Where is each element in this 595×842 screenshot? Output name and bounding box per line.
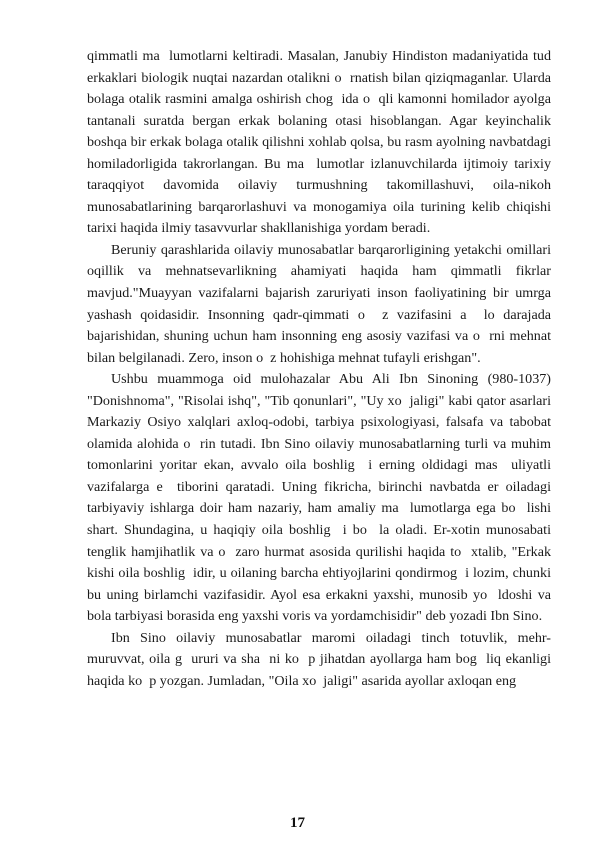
- paragraph: Ushbu muammoga oid mulohazalar Abu Ali Ibn Sinoning (980-1037) "Donishnoma", "Risolai ishq", "Tib qonunlari", "Uy xo jaligi" kabi qator asarlari Markaziy Osiyo xalqlari axloq-odobi, tarbiya psixologiyasi, falsafa va tabobat olamida alohida o rin tutadi. Ibn Sino oilaviy munosabatlarning turli va muhim tomonlarini yoritar ekan, avvalo oila boshlig i erning oldidagi mas uliyatli vazifalarga e tiborini qaratadi. Uning fikricha, birinchi navbatda er oiladagi tarbiyaviy ishlarga doir ham nazariy, ham amaliy ma lumotlarga ega bo lishi shart. Shundagina, u haqiqiy oila boshlig i bo la oladi. Er-xotin munosabati tenglik hamjihatlik va o zaro hurmat asosida qurilishi haqida to xtalib, "Erkak kishi oila boshlig idir, u oilaning barcha ehtiyojlarini qondirmog i lozim, chunki bu uning birlamchi vazifasidir. Ayol esa erkakni yaxshi, munosib yo ldoshi va bola tarbiyasi borasida eng yaxshi voris va yordamchisidir" deb yozadi Ibn Sino.: [87, 371, 551, 625]
- paragraph: Ibn Sino oilaviy munosabatlar maromi oiladagi tinch totuvlik, mehr-muruvvat, oila g ururi va sha ni ko p jihatdan ayollarga ham bog liq ekanligi haqida ko p yozgan. Jumladan, "Oila xo jaligi" asarida ayollar axloqan eng: [87, 629, 551, 689]
- body-text: [87, 46, 551, 692]
- page-number: 17: [290, 815, 305, 831]
- paragraph: Beruniy qarashlarida oilaviy munosabatlar barqarorligining yetakchi omillari oqillik va mehnatsevarlikning ahamiyati haqida ham qimmatli fikrlar mavjud."Muayyan vazifalarni bajarish zaruriyati inson faoliyatining bir umrga yashash qoidasidir. Insonning qadr-qimmati o z vazifasini a lo darajada bajarishidan, shuning uchun ham insonning eng asosiy vazifasi va o rni mehnat bilan belgilanadi. Zero, inson o z hohishiga mehnat tufayli erishgan".: [87, 241, 551, 366]
- paragraph: qimmatli ma lumotlarni keltiradi. Masalan, Janubiy Hindiston madaniyatida tud erkaklari biologik nuqtai nazardan otalikni o rnatish bilan qiziqmaganlar. Ularda bolaga otalik rasmini amalga oshirish chog ida o qli kamonni homilador ayolga tantanali suratda bergan erkak bolaning otasi hisoblangan. Agar keyinchalik boshqa bir erkak bolaga otalik qilishni xohlab qolsa, bu rasm ayolning navbatdagi homiladorligida takrorlangan. Bu ma lumotlar izlanuvchilarda ijtimoiy tarixiy taraqqiyot davomida oilaviy turmushning takomillashuvi, oila-nikoh munosabatlarining barqarorlashuvi va monogamiya oila turining kelib chiqishi tarixi haqida ilmiy tasavvurlar shakllanishiga yordam beradi.: [87, 48, 551, 237]
